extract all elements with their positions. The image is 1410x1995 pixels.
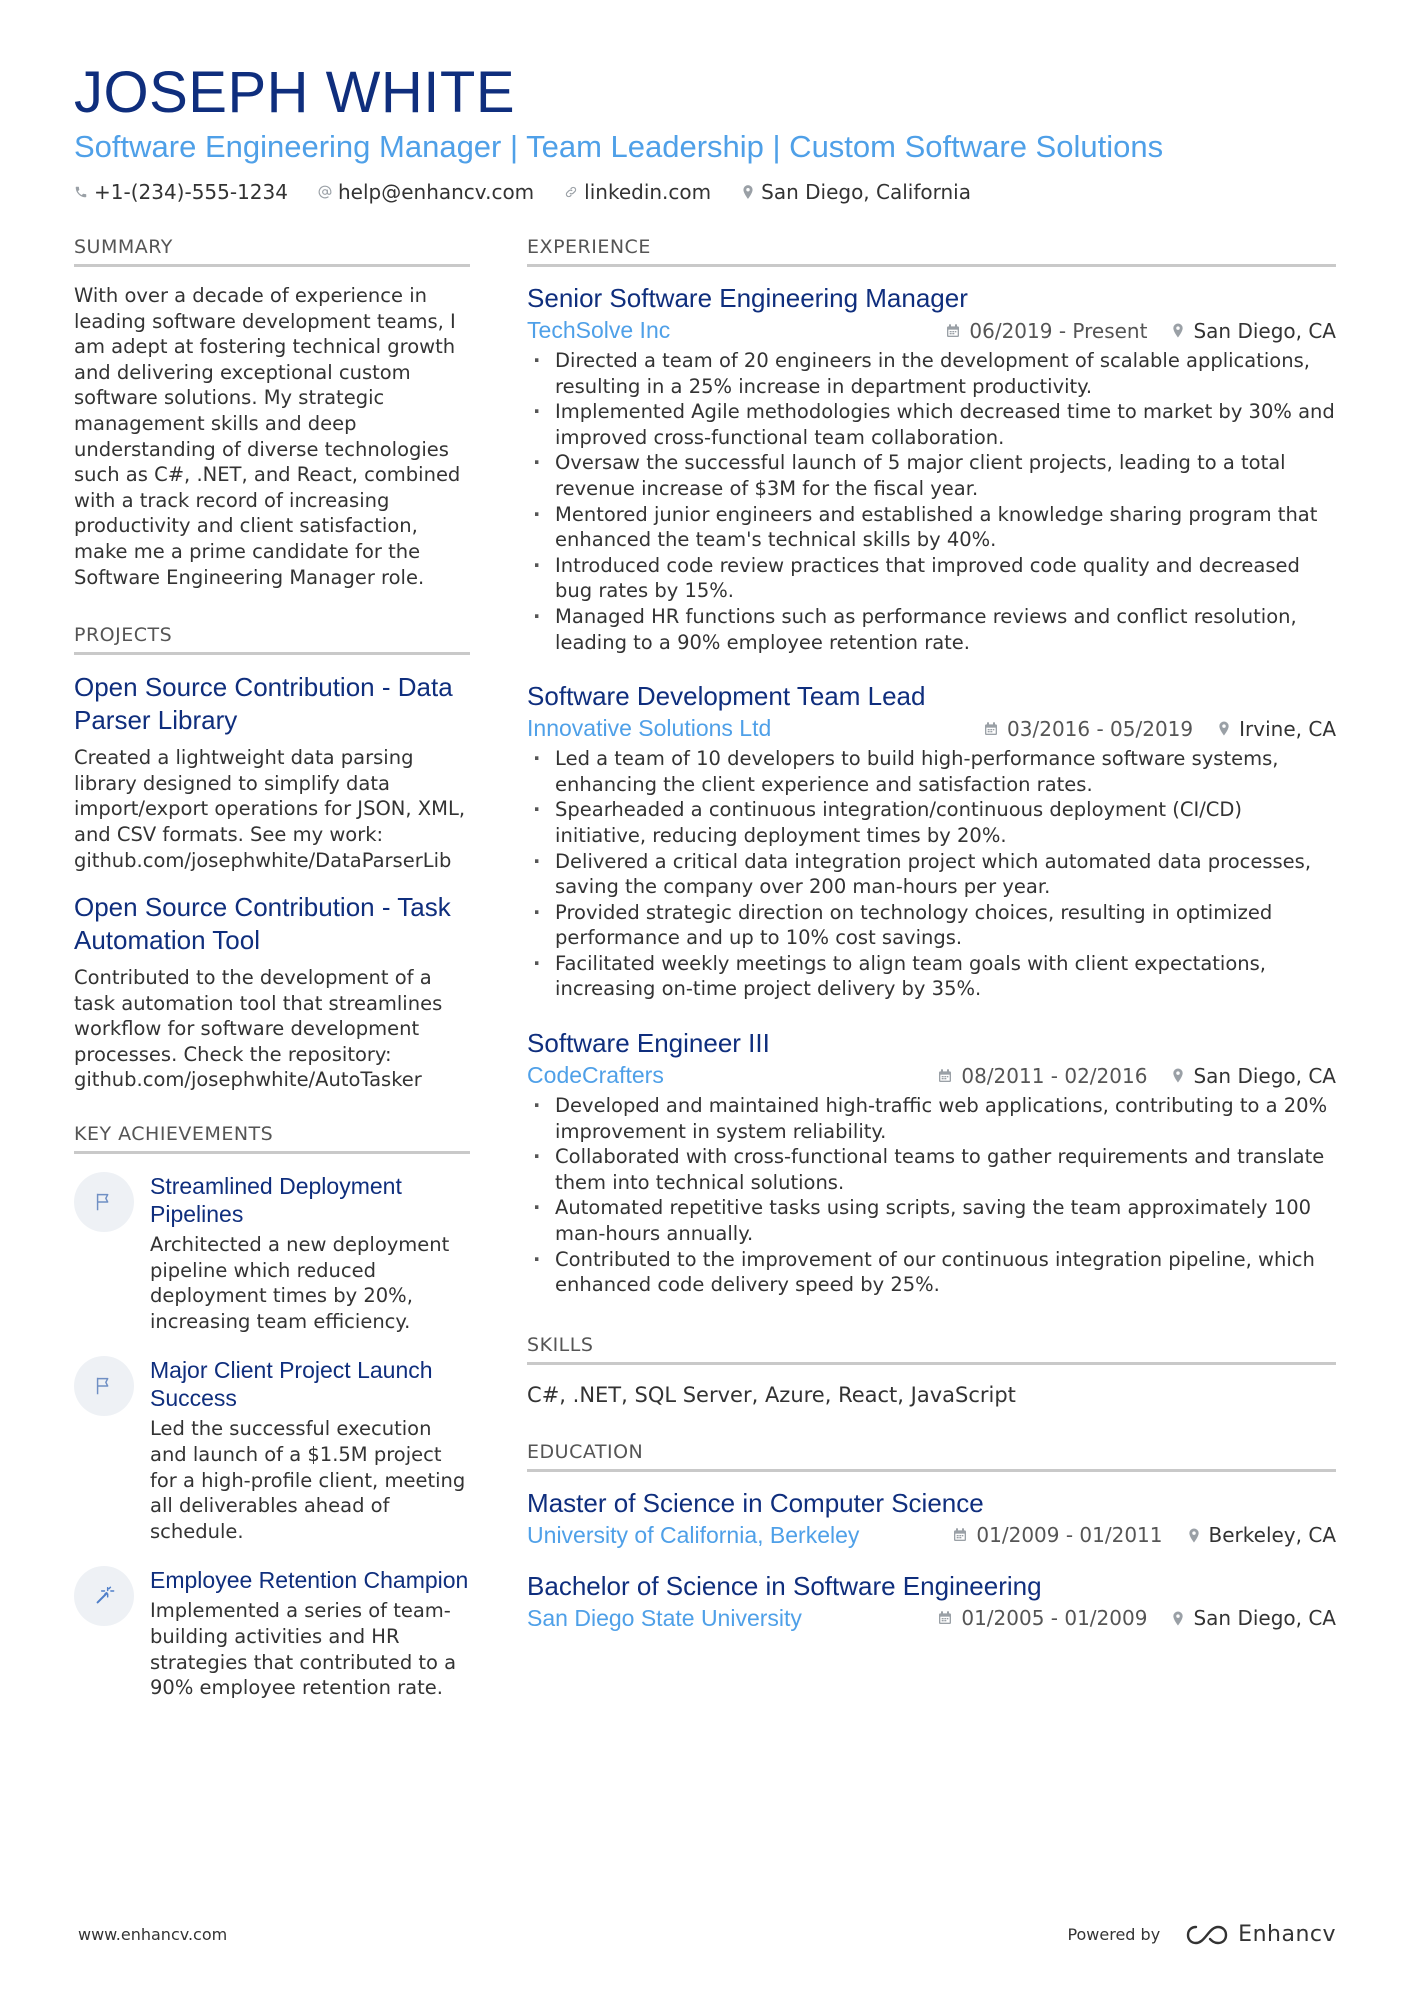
job-entry <box>527 281 1336 655</box>
degree-title: Master of Science in Computer Science <box>527 1487 984 1518</box>
job-dates-text: 03/2016 - 05/2019 <box>1007 716 1194 741</box>
at-icon <box>318 185 332 199</box>
summary-text: With over a decade of experience in leading software development teams, I am adept at fostering technical growth and delivering exceptional custom software solutions. My strategic management skills and deep understanding of diverse technologies such as C#, .NET, and React, combined with a track record of increasing productivity and client satisfaction, make me a prime candidate for the Software Engineering Manager role. <box>74 284 461 589</box>
calendar-icon <box>945 323 961 339</box>
achievement-item <box>74 1356 470 1544</box>
project-item <box>74 891 470 1093</box>
company-name: Innovative Solutions Ltd <box>527 715 772 742</box>
link-icon <box>564 185 578 199</box>
job-location <box>1171 319 1336 343</box>
job-location-text: Irvine, CA <box>1239 716 1336 741</box>
job-meta-right <box>937 1064 1336 1088</box>
location-pin-icon <box>1171 1610 1185 1627</box>
education-meta-right <box>952 1523 1336 1547</box>
job-bullet: · Spearheaded a continuous integration/continuous deployment (CI/CD) initiative, reducing deployment times by 20%. <box>527 797 1336 848</box>
candidate-name: JOSEPH WHITE <box>74 60 516 125</box>
education-location-text: Berkeley, CA <box>1208 1523 1336 1548</box>
calendar-icon <box>937 1068 953 1084</box>
job-bullet: · Implemented Agile methodologies which decreased time to market by 30% and improved cross-functional team collaboration. <box>527 399 1336 450</box>
job-title: Software Engineer III <box>527 1028 770 1059</box>
job-dates-text: 06/2019 - Present <box>969 318 1148 343</box>
education-dates <box>937 1606 1147 1630</box>
education-location <box>1187 1523 1336 1547</box>
experience-section <box>527 236 1336 1298</box>
powered-by-label: Powered by <box>1067 1925 1161 1944</box>
footer-branding <box>1067 1922 1336 1947</box>
achievement-description: Led the successful execution and launch of a $1.5M project for a high-profile client, meeting all deliverables ahead of schedule. <box>150 1417 466 1543</box>
achievement-content <box>150 1356 470 1544</box>
job-meta <box>527 317 1336 344</box>
job-bullet: · Introduced code review practices that improved code quality and decreased bug rates by 15%. <box>527 553 1336 604</box>
job-entry <box>527 679 1336 1002</box>
job-bullet: · Collaborated with cross-functional teams to gather requirements and translate them into technical solutions. <box>527 1144 1336 1195</box>
job-bullet: · Contributed to the improvement of our continuous integration pipeline, which enhanced code delivery speed by 25%. <box>527 1247 1336 1298</box>
project-description: Created a lightweight data parsing library designed to simplify data import/export operations for JSON, XML, and CSV formats. See my work: github.com/josephwhite/DataParserLib <box>74 746 466 872</box>
school-name: San Diego State University <box>527 1604 802 1631</box>
job-bullet: · Oversaw the successful launch of 5 major client projects, leading to a total revenue increase of $3M for the fiscal year. <box>527 450 1336 501</box>
content-columns <box>74 236 1336 1735</box>
job-dates-text: 08/2011 - 02/2016 <box>961 1063 1148 1088</box>
job-dates <box>937 1064 1147 1088</box>
footer <box>78 1922 1336 1947</box>
location-pin-icon <box>1187 1527 1201 1544</box>
contact-location <box>741 180 971 204</box>
company-name: TechSolve Inc <box>527 317 671 343</box>
brand-name: Enhancv <box>1238 1922 1336 1947</box>
job-bullets <box>527 746 1336 1002</box>
header <box>74 0 1336 204</box>
calendar-icon <box>937 1610 953 1626</box>
location-pin-icon <box>741 184 755 200</box>
education-location-text: San Diego, CA <box>1193 1606 1336 1631</box>
email-text: help@enhancv.com <box>337 180 535 204</box>
job-meta-right <box>983 717 1336 741</box>
education-dates-text: 01/2005 - 01/2009 <box>961 1606 1148 1631</box>
achievements-section <box>74 1123 470 1701</box>
job-title: Senior Software Engineering Manager <box>527 283 968 313</box>
enhancv-logo[interactable] <box>1184 1922 1336 1947</box>
project-item <box>74 671 470 873</box>
job-meta-right <box>945 319 1336 343</box>
candidate-tagline: Software Engineering Manager | Team Leadership | Custom Software Solutions <box>74 129 1164 164</box>
achievement-item <box>74 1172 470 1334</box>
job-bullet: · Mentored junior engineers and established a knowledge sharing program that enhanced the team's technical skills by 40%. <box>527 502 1336 553</box>
education-location <box>1171 1606 1336 1630</box>
flag-icon <box>74 1356 134 1416</box>
achievement-description: Implemented a series of team-building activities and HR strategies that contributed to a 90% employee retention rate. <box>150 1599 457 1700</box>
skills-heading: SKILLS <box>527 1334 1336 1365</box>
job-dates <box>983 717 1193 741</box>
job-bullet: · Provided strategic direction on technology choices, resulting in optimized performance and up to 10% cost savings. <box>527 900 1336 951</box>
projects-section <box>74 624 470 1093</box>
job-location <box>1171 1064 1336 1088</box>
achievement-description: Architected a new deployment pipeline which reduced deployment times by 20%, increasing team efficiency. <box>150 1233 450 1333</box>
summary-heading: SUMMARY <box>74 236 470 267</box>
skills-section <box>527 1334 1336 1407</box>
degree-title: Bachelor of Science in Software Engineering <box>527 1570 1042 1601</box>
left-column <box>74 236 470 1735</box>
experience-heading: EXPERIENCE <box>527 236 1336 267</box>
achievement-title: Employee Retention Champion <box>150 1567 469 1594</box>
skills-list: C#, .NET, SQL Server, Azure, React, JavaScript <box>527 1382 1016 1407</box>
projects-heading: PROJECTS <box>74 624 470 655</box>
location-pin-icon <box>1171 322 1185 339</box>
job-entry <box>527 1026 1336 1298</box>
job-bullet: · Delivered a critical data integration project which automated data processes, saving the company over 200 man-hours per year. <box>527 849 1336 900</box>
location-text: San Diego, California <box>761 180 971 204</box>
education-heading: EDUCATION <box>527 1441 1336 1472</box>
achievement-title: Streamlined Deployment Pipelines <box>150 1173 402 1228</box>
education-entry <box>527 1486 1336 1549</box>
job-meta <box>527 715 1336 742</box>
project-description: Contributed to the development of a task automation tool that streamlines workflow for software development processes. Check the repository: github.com/josephwhite/AutoTasker <box>74 966 443 1092</box>
infinity-logo-icon <box>1184 1923 1230 1947</box>
location-pin-icon <box>1171 1067 1185 1084</box>
phone-icon <box>74 185 88 199</box>
job-title: Software Development Team Lead <box>527 681 926 712</box>
education-dates <box>952 1523 1162 1547</box>
job-meta <box>527 1062 1336 1089</box>
education-section <box>527 1441 1336 1632</box>
achievement-title: Major Client Project Launch Success <box>150 1357 433 1412</box>
calendar-icon <box>983 721 999 737</box>
education-meta <box>527 1522 1336 1549</box>
job-dates <box>945 319 1147 343</box>
phone-text: +1-(234)-555-1234 <box>94 180 288 204</box>
education-dates-text: 01/2009 - 01/2011 <box>976 1523 1163 1548</box>
job-bullets <box>527 348 1336 655</box>
company-name: CodeCrafters <box>527 1062 664 1089</box>
project-title: Open Source Contribution - Task Automation Tool <box>74 892 451 956</box>
job-location-text: San Diego, CA <box>1193 318 1336 343</box>
footer-website[interactable]: www.enhancv.com <box>78 1925 228 1944</box>
project-title: Open Source Contribution - Data Parser Library <box>74 672 453 736</box>
job-bullet: · Facilitated weekly meetings to align team goals with client expectations, increasing on-time project delivery by 35%. <box>527 951 1336 1002</box>
right-column <box>527 236 1336 1735</box>
job-bullet: · Developed and maintained high-traffic web applications, contributing to a 20% improvement in system reliability. <box>527 1093 1336 1144</box>
job-bullet: · Automated repetitive tasks using scripts, saving the team approximately 100 man-hours annually. <box>527 1195 1336 1246</box>
job-bullet: · Managed HR functions such as performance reviews and conflict resolution, leading to a 90% employee retention rate. <box>527 604 1336 655</box>
achievement-content <box>150 1566 470 1700</box>
education-entry <box>527 1569 1336 1632</box>
flag-icon <box>74 1172 134 1232</box>
achievement-item <box>74 1566 470 1700</box>
school-name: University of California, Berkeley <box>527 1521 860 1548</box>
job-bullets <box>527 1093 1336 1298</box>
magic-wand-icon <box>74 1566 134 1626</box>
calendar-icon <box>952 1527 968 1543</box>
achievements-heading: KEY ACHIEVEMENTS <box>74 1123 470 1154</box>
summary-section <box>74 236 470 590</box>
job-bullet: · Directed a team of 20 engineers in the development of scalable applications, resulting in a 25% increase in department productivity. <box>527 348 1336 399</box>
job-location <box>1217 717 1336 741</box>
linkedin-text: linkedin.com <box>584 180 712 204</box>
contact-bar <box>74 180 1336 204</box>
job-location-text: San Diego, CA <box>1193 1063 1336 1088</box>
education-meta-right <box>937 1606 1336 1630</box>
contact-phone <box>74 180 288 204</box>
location-pin-icon <box>1217 720 1231 737</box>
education-meta <box>527 1605 1336 1632</box>
achievement-content <box>150 1172 470 1334</box>
contact-linkedin[interactable] <box>564 180 711 204</box>
contact-email[interactable] <box>318 180 534 204</box>
job-bullet: · Led a team of 10 developers to build high-performance software systems, enhancing the client experience and satisfaction rates. <box>527 746 1336 797</box>
